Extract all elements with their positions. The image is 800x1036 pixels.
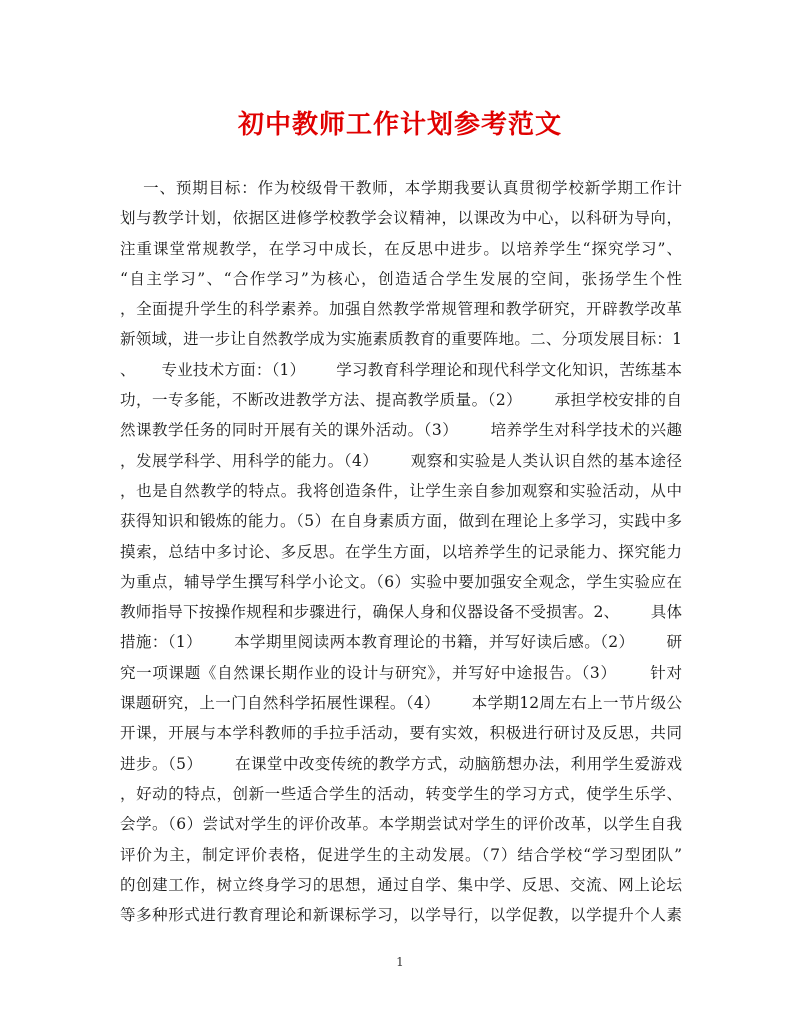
body-line: 获得知识和锻炼的能力。（5）在自身素质方面，做到在理论上多学习，实践中多 <box>120 512 682 531</box>
body-line: 进步。（5） 在课堂中改变传统的教学方式，动脑筋想办法，利用学生爱游戏 <box>120 754 682 773</box>
body-line: ，全面提升学生的科学素养。加强自然教学常规管理和教学研究，开辟教学改革 <box>120 300 682 319</box>
body-line: 功，一专多能，不断改进教学方法、提高教学质量。（2） 承担学校安排的自 <box>120 391 682 410</box>
body-line: 为重点，辅导学生撰写科学小论文。（6）实验中要加强安全观念，学生实验应在 <box>120 572 682 591</box>
body-line: ，好动的特点，创新一些适合学生的活动，转变学生的学习方式，使学生乐学、 <box>120 784 682 803</box>
body-line: 等多种形式进行教育理论和新课标学习，以学导行，以学促教，以学提升个人素 <box>120 906 682 925</box>
body-line: “自主学习”、“合作学习”为核心，创造适合学生发展的空间，张扬学生个性 <box>120 269 682 288</box>
body-line: 、 专业技术方面：（1） 学习教育科学理论和现代科学文化知识，苦练基本 <box>120 360 682 379</box>
body-line: 一、预期目标：作为校级骨干教师，本学期我要认真贯彻学校新学期工作计 <box>120 179 682 197</box>
body-line: 评价为主，制定评价表格，促进学生的主动发展。（7）结合学校“学习型团队” <box>120 845 682 864</box>
document-body <box>120 173 682 930</box>
body-line: 注重课堂常规教学，在学习中成长，在反思中进步。以培养学生“探究学习”、 <box>120 239 682 258</box>
body-line: 新领域，进一步让自然教学成为实施素质教育的重要阵地。二、分项发展目标：1 <box>120 330 682 349</box>
body-line: 会学。（6）尝试对学生的评价改革。本学期尝试对学生的评价改革，以学生自我 <box>120 815 682 834</box>
body-line: 的创建工作，树立终身学习的思想，通过自学、集中学、反思、交流、网上论坛 <box>120 875 682 894</box>
document-title: 初中教师工作计划参考范文 <box>237 110 562 140</box>
body-line: 课题研究，上一门自然科学拓展性课程。（4） 本学期12周左右上一节片级公 <box>120 694 682 713</box>
body-line: ，也是自然教学的特点。我将创造条件，让学生亲自参加观察和实验活动，从中 <box>120 481 682 500</box>
body-line: 教师指导下按操作规程和步骤进行，确保人身和仪器设备不受损害。2、 具体 <box>120 603 682 622</box>
body-line: 开课，开展与本学科教师的手拉手活动，要有实效，积极进行研讨及反思，共同 <box>120 724 682 743</box>
body-line: ，发展学科学、用科学的能力。（4） 观察和实验是人类认识自然的基本途径 <box>120 451 682 470</box>
body-line: 摸索，总结中多讨论、多反思。在学生方面，以培养学生的记录能力、探究能力 <box>120 542 682 561</box>
body-line: 究一项课题《自然课长期作业的设计与研究》，并写好中途报告。（3） 针对 <box>120 663 682 682</box>
page-number: 1 <box>396 955 404 969</box>
body-line: 措施：（1） 本学期里阅读两本教育理论的书籍，并写好读后感。（2） 研 <box>120 633 682 652</box>
body-line: 然课教学任务的同时开展有关的课外活动。（3） 培养学生对科学技术的兴趣 <box>120 421 682 440</box>
body-line: 划与教学计划，依据区进修学校教学会议精神，以课改为中心，以科研为导向， <box>120 209 682 228</box>
